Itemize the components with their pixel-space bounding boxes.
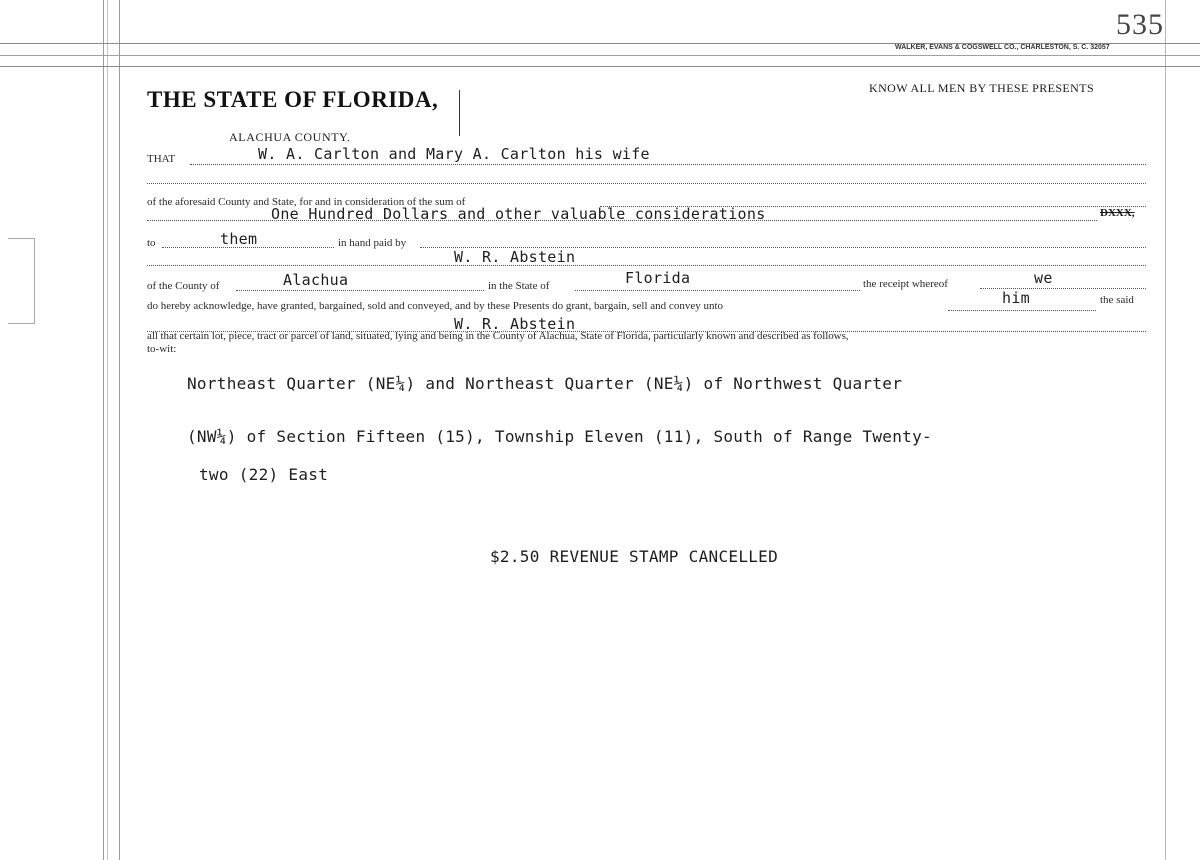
state-label: in the State of xyxy=(488,280,550,292)
consideration-line xyxy=(147,220,1097,221)
margin-line-3 xyxy=(119,0,120,860)
county-label: of the County of xyxy=(147,280,220,292)
county-field: Alachua xyxy=(283,271,349,289)
top-rule-2 xyxy=(0,55,1200,56)
that-line xyxy=(190,164,1146,165)
binder-clip-mark xyxy=(8,238,35,324)
grantee-field: W. R. Abstein xyxy=(454,315,576,333)
state-title: THE STATE OF FLORIDA, xyxy=(147,87,439,112)
legal-description-line-2: (NW¼) of Section Fifteen (15), Township Eleven (11), South of Range Twenty- xyxy=(187,427,932,446)
state-line xyxy=(575,290,860,291)
state-field: Florida xyxy=(625,269,691,287)
grantors-field: W. A. Carlton and Mary A. Carlton his wife xyxy=(258,145,650,163)
printer-imprint: WALKER, EVANS & COGSWELL CO., CHARLESTON, S. C. 32057 xyxy=(895,44,1110,51)
receipt-label: the receipt whereof xyxy=(863,278,948,290)
to-label: to xyxy=(147,237,156,249)
blank-line-1 xyxy=(147,183,1146,184)
to-field: them xyxy=(220,230,258,248)
page-number: 535 xyxy=(1116,8,1164,41)
land-description-text: all that certain lot, piece, tract or parcel of land, situated, lying and being in the County of Alachua, State of Florida, particularly known and described as follows, xyxy=(147,330,849,342)
header-brace xyxy=(459,90,466,136)
receipt-field: we xyxy=(1034,269,1053,287)
legal-description-line-3: two (22) East xyxy=(199,465,329,484)
top-rule-3 xyxy=(0,66,1200,67)
convey-line xyxy=(948,310,1096,311)
to-wit-text: to-wit: xyxy=(147,343,177,355)
county-heading: ALACHUA COUNTY. xyxy=(229,130,351,144)
the-said-label: the said xyxy=(1100,294,1134,306)
acknowledge-text: do hereby acknowledge, have granted, bargained, sold and conveyed, and by these Presents do grant, bargain, sell and convey unto xyxy=(147,300,724,312)
margin-line-right xyxy=(1165,0,1166,860)
payer-line xyxy=(147,265,1146,266)
that-label: THAT xyxy=(147,153,176,165)
consideration-field: One Hundred Dollars and other valuable considerations xyxy=(271,205,766,223)
margin-line-2 xyxy=(107,0,108,860)
county-line xyxy=(236,290,484,291)
revenue-stamp-note: $2.50 REVENUE STAMP CANCELLED xyxy=(490,547,779,566)
legal-description-line-1: Northeast Quarter (NE¼) and Northeast Quarter (NE¼) of Northwest Quarter xyxy=(187,374,903,393)
paid-by-label: in hand paid by xyxy=(338,237,407,249)
convey-field: him xyxy=(1002,289,1030,307)
struck-suffix: DXXX, xyxy=(1100,207,1135,219)
consideration-label: of the aforesaid County and State, for and in consideration of the sum of xyxy=(147,196,466,208)
payer-field: W. R. Abstein xyxy=(454,248,576,266)
margin-line-1 xyxy=(103,0,104,860)
know-all-men: KNOW ALL MEN BY THESE PRESENTS xyxy=(869,81,1095,95)
